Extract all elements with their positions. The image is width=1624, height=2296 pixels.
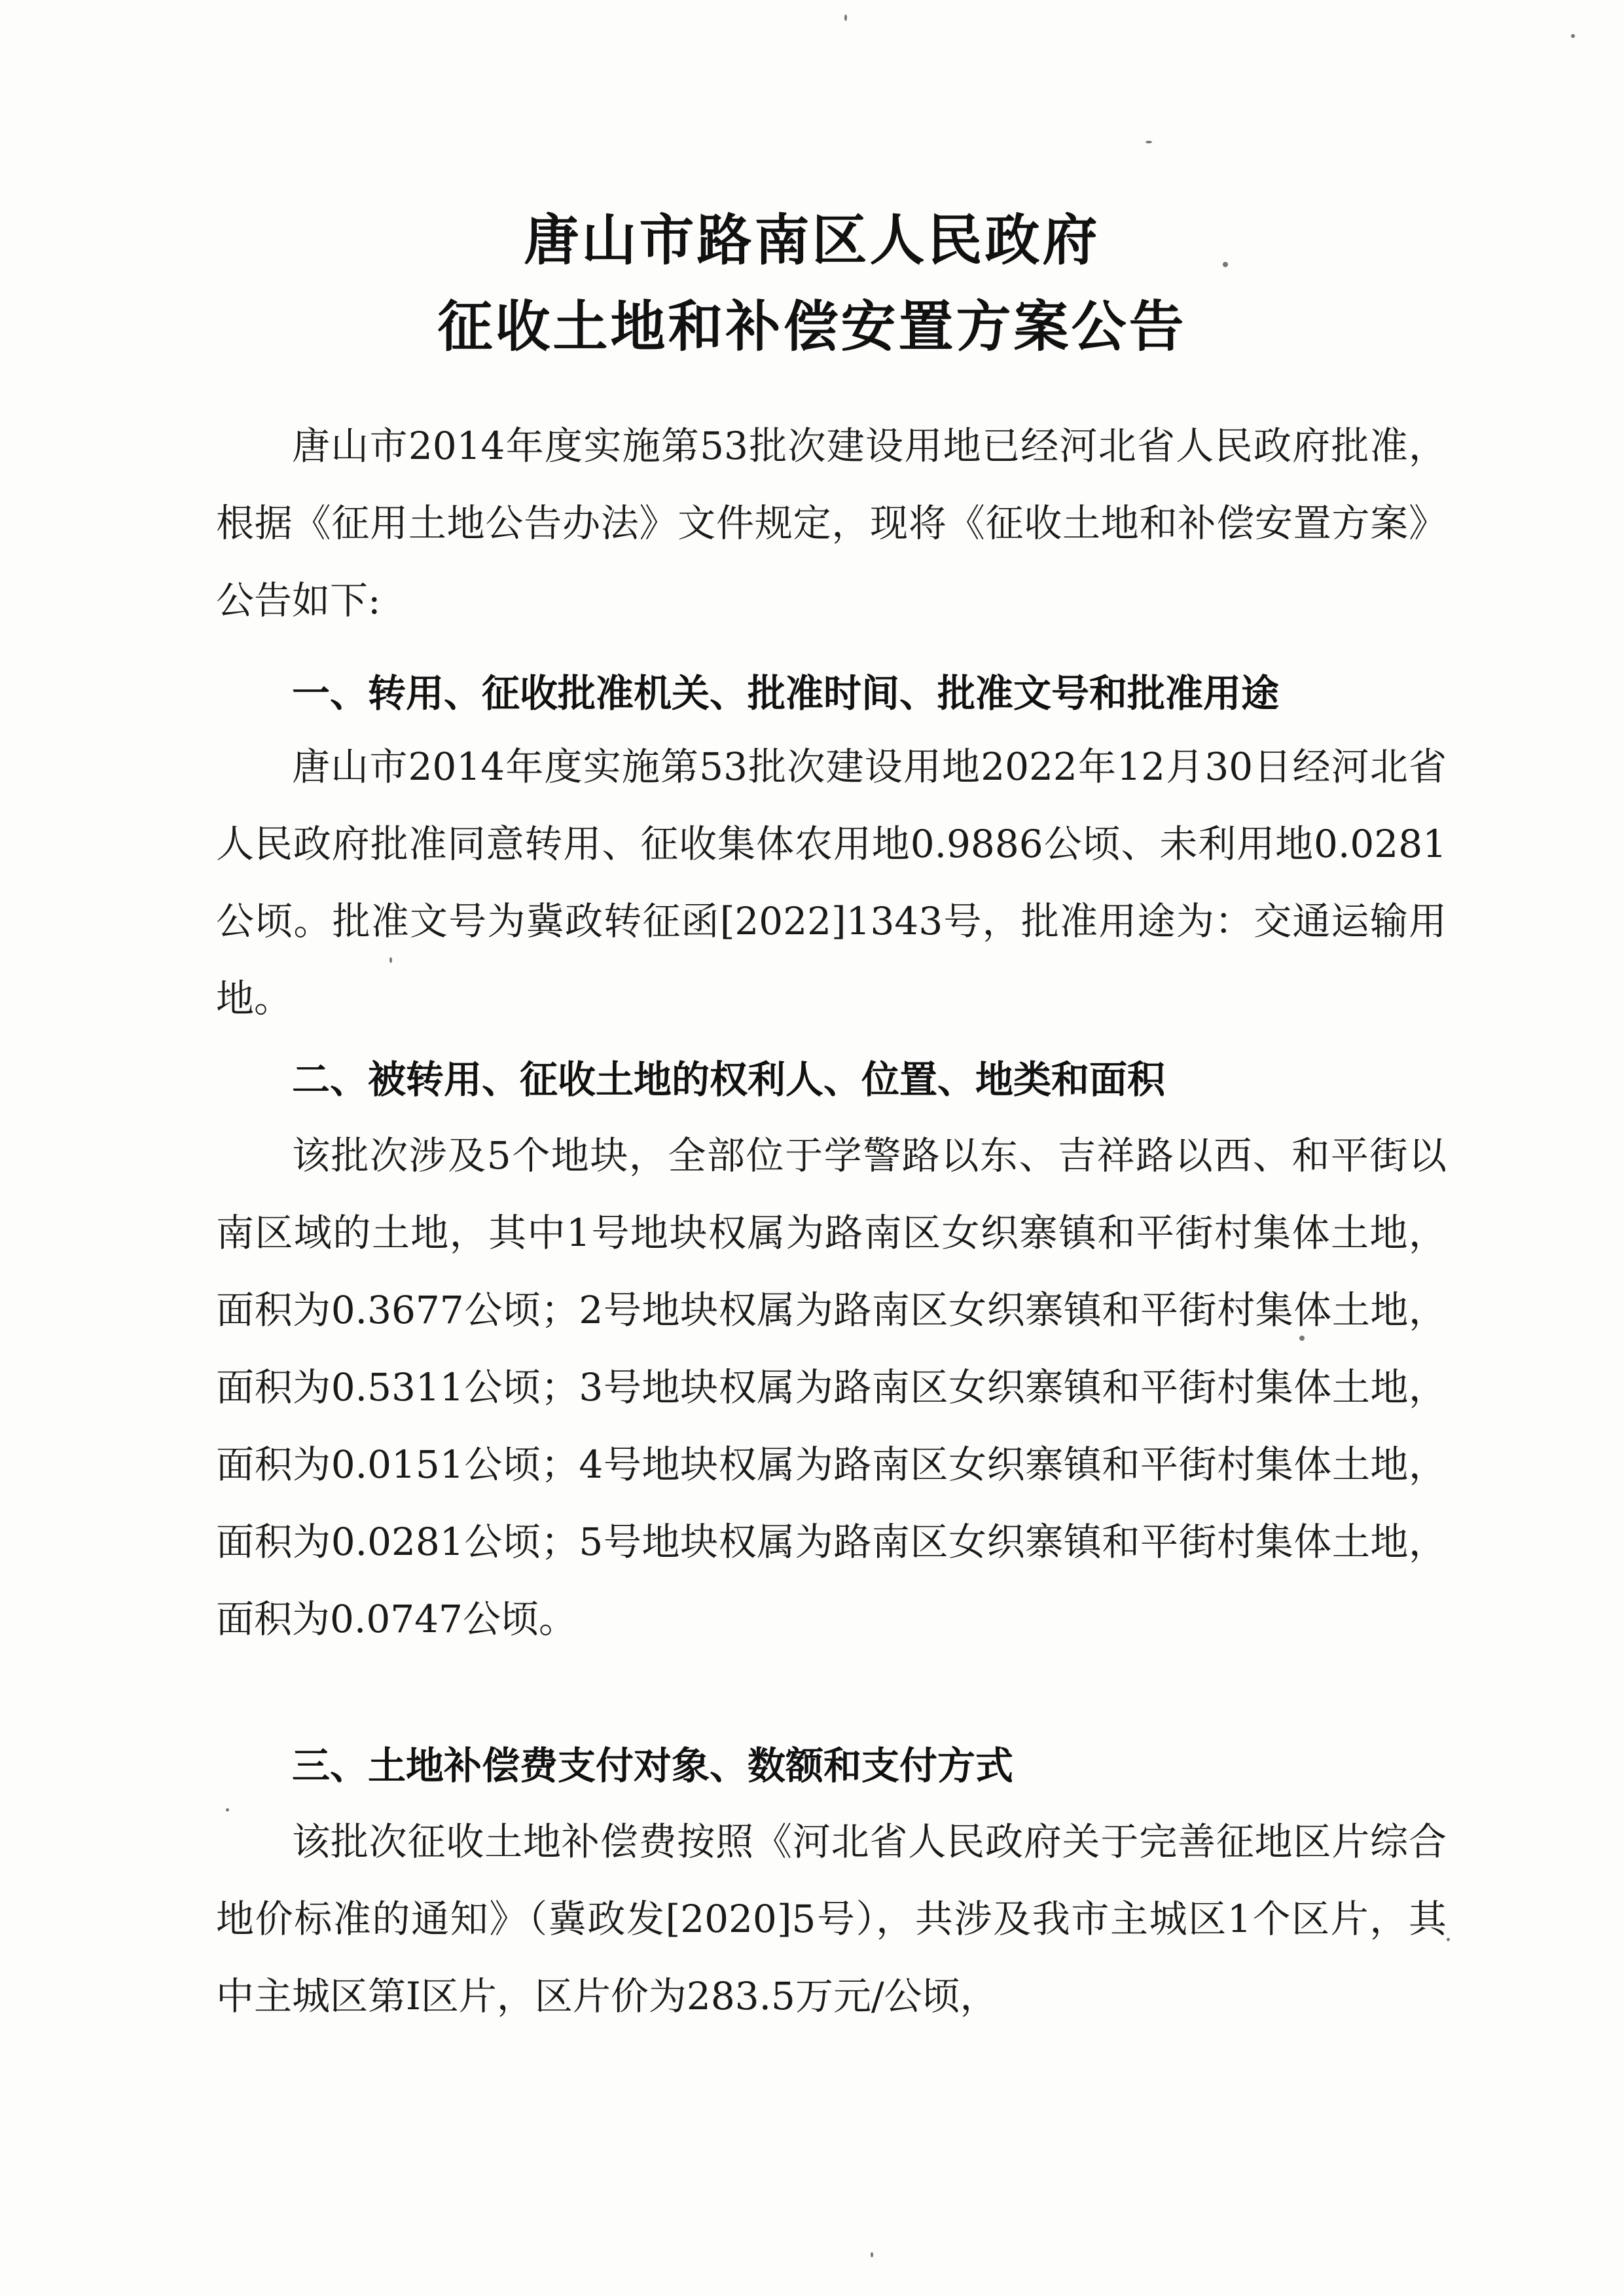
scan-speck <box>1447 1938 1450 1941</box>
section-1-heading: 一、转用、征收批准机关、批准时间、批准文号和批准用途 <box>292 671 1280 716</box>
scan-speck <box>871 2252 873 2257</box>
intro-paragraph: 唐山市2014年度实施第53批次建设用地已经河北省人民政府批准，根据《征用土地公告办法》文件规定，现将《征收土地和补偿安置方案》公告如下: <box>216 424 1447 623</box>
scan-speck <box>389 957 392 963</box>
scan-speck <box>1146 141 1152 143</box>
section-1-body: 唐山市2014年度实施第53批次建设用地2022年12月30日经河北省人民政府批准同意转用、征收集体农用地0.9886公顷、未利用地0.0281公顷。批准文号为冀政转征函[2022]1343号，批准用途为：交通运输用地。 <box>216 744 1447 1021</box>
scan-speck <box>1571 34 1575 38</box>
section-3-heading: 三、土地补偿费支付对象、数额和支付方式 <box>292 1743 1014 1788</box>
document-title-line-2: 征收土地和补偿安置方案公告 <box>437 294 1187 359</box>
document-title-line-1: 唐山市路南区人民政府 <box>524 208 1100 272</box>
scan-speck <box>1299 1336 1305 1341</box>
section-2-heading: 二、被转用、征收土地的权利人、位置、地类和面积 <box>292 1057 1166 1102</box>
section-3-body: 该批次征收土地补偿费按照《河北省人民政府关于完善征地区片综合地价标准的通知》（冀政发[2020]5号），共涉及我市主城区1个区片，其中主城区第Ⅰ区片，区片价为283.5万元/公顷， <box>216 1819 1447 2018</box>
scan-speck <box>226 1808 229 1812</box>
scan-speck <box>1223 262 1228 267</box>
section-2-body: 该批次涉及5个地块，全部位于学警路以东、吉祥路以西、和平街以南区域的土地，其中1号地块权属为路南区女织寨镇和平街村集体土地，面积为0.3677公顷；2号地块权属为路南区女织寨镇和平街村集体土地，面积为0.5311公顷；3号地块权属为路南区女织寨镇和平街村集体土地，面积为0.0151公顷；4号地块权属为路南区女织寨镇和平街村集体土地，面积为0.0281公顷；5号地块权属为路南区女织寨镇和平街村集体土地，面积为0.0747公顷。 <box>216 1133 1447 1641</box>
scan-speck <box>844 14 847 21</box>
